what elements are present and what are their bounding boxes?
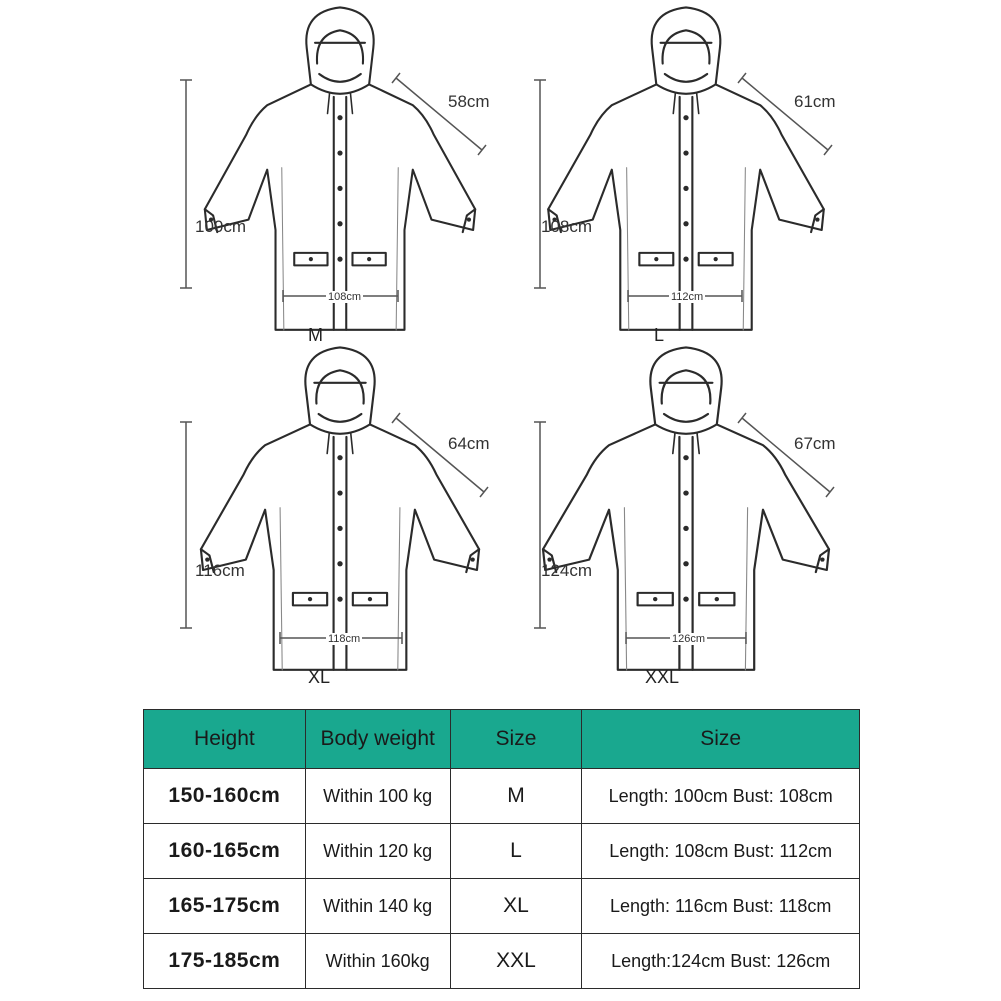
length-label-m: 100cm [195, 217, 247, 236]
sleeve-label-xl: 64cm [448, 434, 490, 453]
sleeve-label-l: 61cm [794, 92, 836, 111]
bust-label-l: 112cm [671, 291, 704, 303]
table-header-row [144, 710, 860, 769]
coat-m-drawing [205, 7, 475, 329]
cell-weight: Within 160kg [305, 934, 450, 989]
length-label-xl: 116cm [195, 561, 245, 580]
table-row [144, 879, 860, 934]
cell-height: 165-175cm [144, 879, 306, 934]
table-row [144, 824, 860, 879]
size-chart-table [143, 709, 860, 989]
cell-weight: Within 100 kg [305, 769, 450, 824]
header-size-detail: Size [582, 710, 860, 769]
coat-xxl-drawing [543, 347, 829, 669]
length-label-l: 108cm [541, 217, 593, 236]
coat-xl-drawing [201, 347, 479, 669]
cell-size: L [450, 824, 582, 879]
cell-weight: Within 140 kg [305, 879, 450, 934]
cell-height: 160-165cm [144, 824, 306, 879]
table-row [144, 934, 860, 989]
coat-l-drawing [548, 7, 824, 329]
size-caption-m: M [308, 325, 323, 345]
sleeve-label-m: 58cm [448, 92, 490, 111]
header-body-weight: Body weight [305, 710, 450, 769]
cell-size: XXL [450, 934, 582, 989]
bust-label-xxl: 126cm [672, 633, 706, 645]
length-label-xxl: 124cm [541, 561, 593, 580]
cell-detail: Length:124cm Bust: 126cm [582, 934, 860, 989]
cell-height: 175-185cm [144, 934, 306, 989]
cell-height: 150-160cm [144, 769, 306, 824]
header-size: Size [450, 710, 582, 769]
table-row [144, 769, 860, 824]
cell-detail: Length: 116cm Bust: 118cm [582, 879, 860, 934]
size-caption-xl: XL [308, 667, 331, 687]
cell-detail: Length: 100cm Bust: 108cm [582, 769, 860, 824]
size-caption-xxl: XXL [645, 667, 680, 687]
cell-weight: Within 120 kg [305, 824, 450, 879]
bust-label-xl: 118cm [328, 633, 361, 645]
measure-lines [180, 73, 834, 644]
cell-size: XL [450, 879, 582, 934]
sleeve-label-xxl: 67cm [794, 434, 836, 453]
size-caption-l: L [654, 325, 665, 345]
header-height: Height [144, 710, 306, 769]
bust-label-m: 108cm [328, 291, 362, 303]
cell-size: M [450, 769, 582, 824]
cell-detail: Length: 108cm Bust: 112cm [582, 824, 860, 879]
